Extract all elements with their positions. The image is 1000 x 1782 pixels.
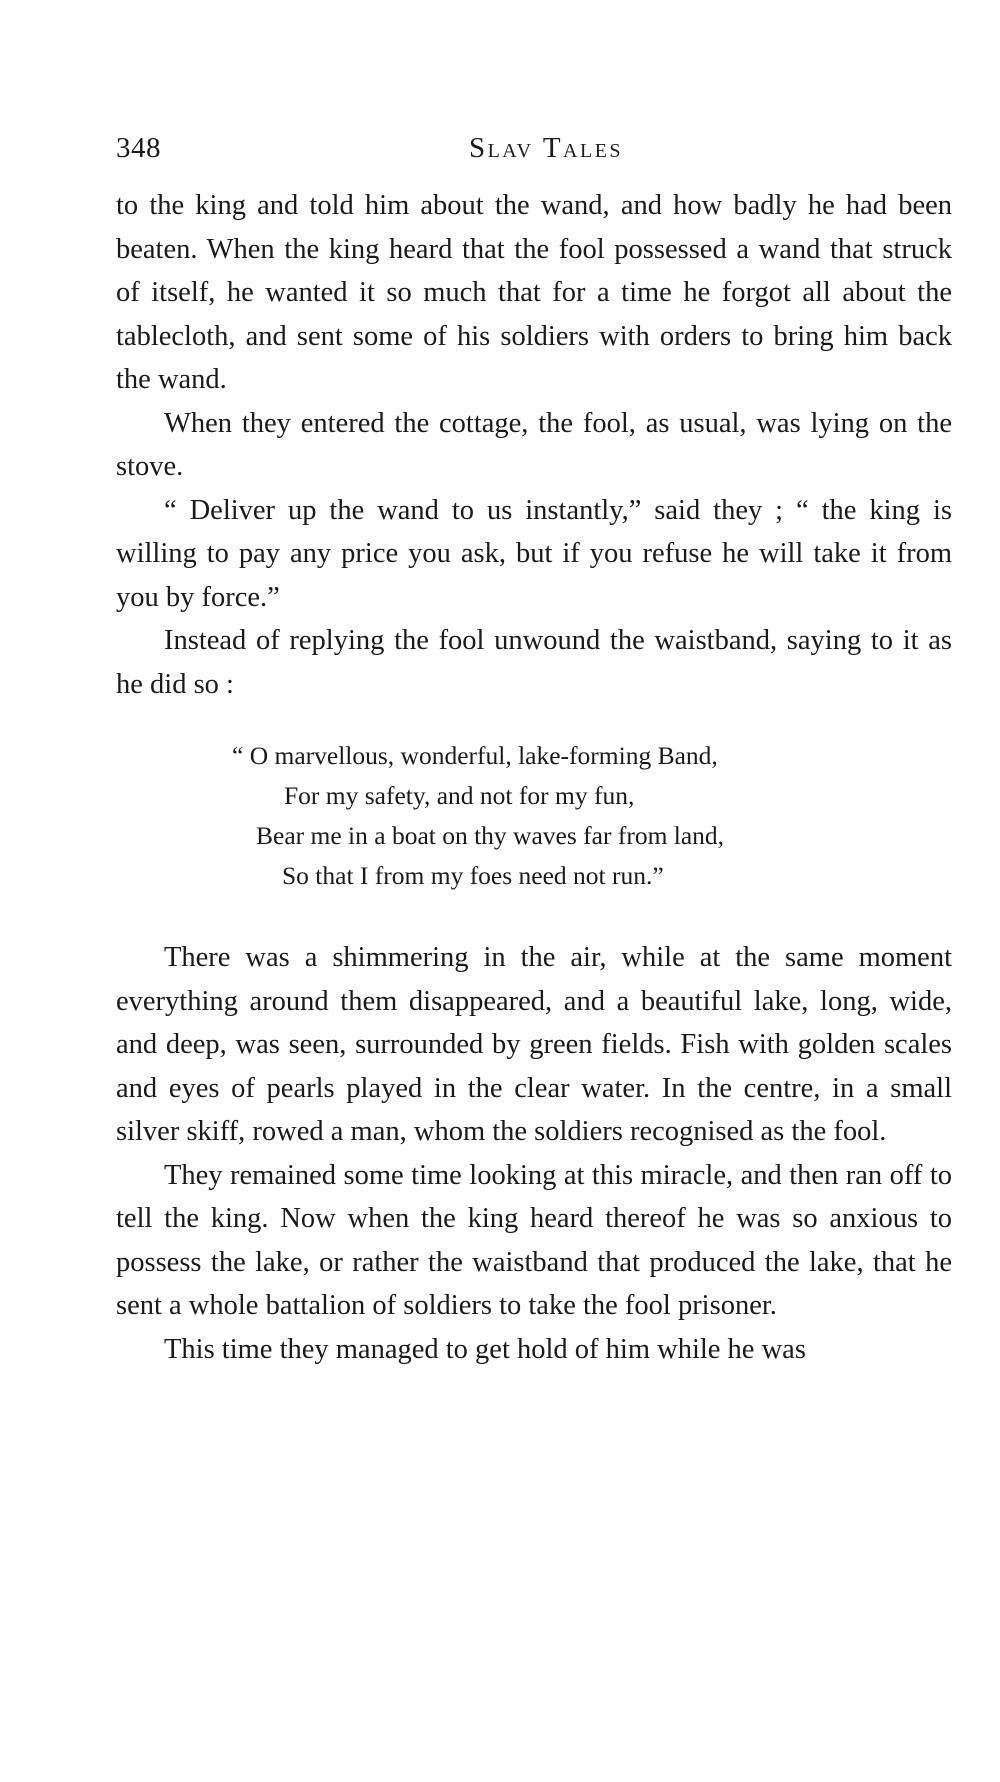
verse-line: For my safety, and not for my fun, — [284, 781, 635, 810]
paragraph: Instead of replying the fool unwound the waistband, saying to it as he did so : — [116, 625, 952, 700]
paragraph: This time they managed to get hold of him while he was — [164, 1333, 806, 1365]
page-header — [116, 132, 952, 172]
paragraph: to the king and told him about the wand, and how badly he had been beaten. When the king heard that the fool possessed a wand that struck of itself, he wanted it so much that for a time he forgot all about the tablecloth, and sent some of his soldiers with orders to bring him back the wand. — [116, 190, 952, 395]
running-title: Slav Tales — [468, 132, 624, 164]
verse-line: “ O marvellous, wonderful, lake-forming Band, — [232, 741, 718, 770]
verse-block — [116, 736, 952, 896]
verse-line: Bear me in a boat on thy waves far from land, — [256, 821, 725, 850]
page-number: 348 — [116, 132, 161, 164]
body-text — [116, 184, 952, 1371]
paragraph: They remained some time looking at this miracle, and then ran off to tell the king. Now when the king heard thereof he was so anxious to possess the lake, or rather the waistband that produced the lake, that he sent a whole battalion of soldiers to take the fool prisoner. — [116, 1159, 952, 1321]
paragraph: When they entered the cottage, the fool, as usual, was lying on the stove. — [116, 407, 952, 482]
paragraph: There was a shimmering in the air, while at the same moment everything around them disappeared, and a beautiful lake, long, wide, and deep, was seen, surrounded by green fields. Fish with golden scales and eyes of pearls played in the clear water. In the centre, in a small silver skiff, rowed a man, whom the soldiers recognised as the fool. — [116, 942, 952, 1147]
paragraph: “ Deliver up the wand to us instantly,” said they ; “ the king is willing to pay any price you ask, but if you refuse he will take it from you by force.” — [116, 494, 952, 613]
verse-line: So that I from my foes need not run.” — [282, 861, 664, 890]
